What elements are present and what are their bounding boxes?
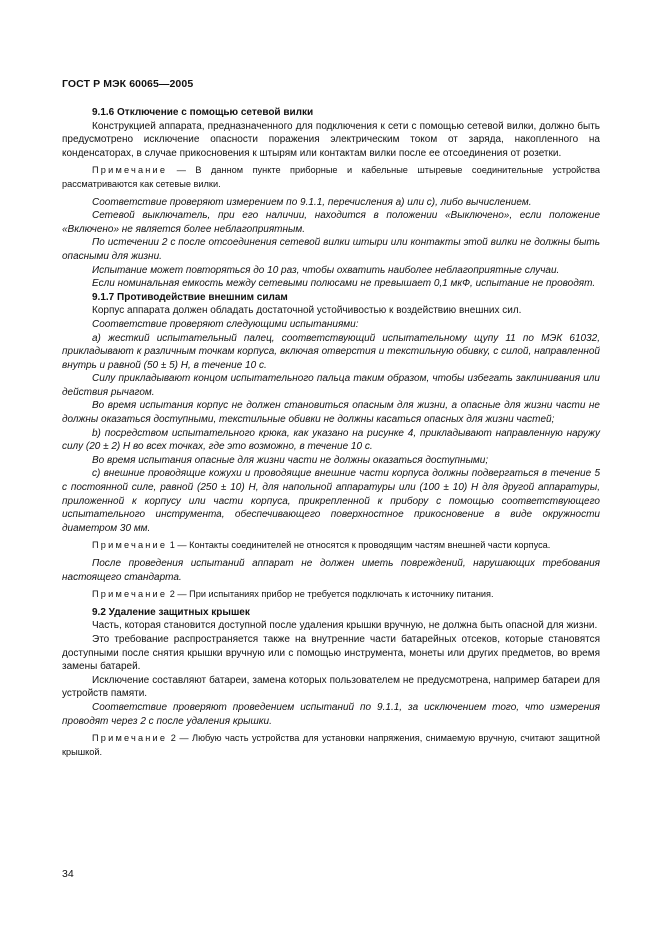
paragraph: Исключение составляют батареи, замена которых пользователем не предусмотрена, например батареи для устройств памяти. [62,674,600,700]
note-text: — В данном пункте приборные и кабельные штыревые соединительные устройства рассматриваются как сетевые вилки. [62,165,600,189]
note-label: Примечание [92,165,168,176]
italic-paragraph: Испытание может повторяться до 10 раз, чтобы охватить наиболее неблагоприятные случаи. [92,264,560,276]
italic-paragraph: Во время испытания корпус не должен становиться опасным для жизни, а опасные для жизни части не должны оказаться доступными, текстильные обивки не должны касаться опасных для жизни частей; [62,400,600,426]
section-heading: 9.2 Удаление защитных крышек [92,606,250,618]
italic-paragraph: Если номинальная емкость между сетевыми полюсами не превышает 0,1 мкФ, испытание не проводят. [92,278,596,290]
italic-paragraph: Силу прикладывают концом испытательного пальца таким образом, чтобы избегать заклинивания или действия рычагом. [62,373,600,398]
italic-paragraph: а) жесткий испытательный палец, соответствующий испытательному щупу 11 по МЭК 61032, прикладывают к различным точкам корпуса, включая отверстия и текстильную обивку, с силой, направленной внутрь и равной (50 ± 5) Н, в течение 10 с. [62,332,600,371]
note-text: 2 — Любую часть устройства для установки напряжения, снимаемую вручную, считают защитной крышкой. [62,733,601,757]
paragraph: Это требование распространяется также на внутренние части батарейных отсеков, которые становятся доступными после снятия крышки вручную или с помощью инструмента, монеты или других предметов, во время замены батарей. [62,633,600,673]
note-paragraph [62,732,600,759]
italic-paragraph: После проведения испытаний аппарат не должен иметь повреждений, нарушающих требования настоящего стандарта. [62,558,600,583]
italic-paragraph: Во время испытания опасные для жизни части не должны оказаться доступными; [92,454,489,466]
italic-paragraph: По истечении 2 с после отсоединения сетевой вилки штыри или контакты этой вилки не должны быть опасными для жизни. [62,237,600,262]
page-number: 34 [62,868,74,880]
section-heading: 9.1.7 Противодействие внешним силам [92,291,288,303]
italic-paragraph: с) внешние проводящие кожухи и проводящие внешние части корпуса должны подвергаться в течение 5 с постоянной силе, равной (250 ± 10) Н, для напольной аппаратуры или (100 ± 10) Н для другой аппаратуры, приложенной к корпусу или части корпуса, прикрепленной к прибору с помощью соответствующего испытательного инструмента, обеспечивающего поверхностное прикосновение в виде окружности диаметром 30 мм. [62,468,600,534]
paragraph: Корпус аппарата должен обладать достаточной устойчивостью к воздействию внешних сил. [92,305,522,317]
note-paragraph [62,164,600,191]
italic-paragraph: Соответствие проверяют измерением по 9.1.1, перечисления а) или с), либо вычислением. [92,196,532,208]
italic-paragraph: b) посредством испытательного крюка, как указано на рисунке 4, прикладывают направленную наружу силу (20 ± 2) Н во всех точках, где это возможно, в течение 10 с. [62,427,600,453]
italic-paragraph: Соответствие проверяют следующими испытаниями: [92,318,359,330]
document-header: ГОСТ Р МЭК 60065—2005 [62,78,194,90]
paragraph: Конструкцией аппарата, предназначенного для подключения к сети с помощью сетевой вилки, должно быть предусмотрено исключение опасности поражения электрическим током от заряда, накопленного на конденсаторах, в случае прикосновения к штырям или контактам вилки после ее отсоединения от розетки. [62,120,600,159]
italic-paragraph: Сетевой выключатель, при его наличии, находится в положении «Выключено», если положение «Включено» не является более неблагоприятным. [62,210,600,235]
note-paragraph [62,588,600,602]
note-paragraph [62,539,600,553]
document-body [62,106,600,763]
note-label: Примечание [92,589,168,600]
note-label: Примечание [92,540,168,551]
note-text: 2 — При испытаниях прибор не требуется подключать к источнику питания. [169,589,494,600]
note-text: 1 — Контакты соединителей не относятся к проводящим частям внешней части корпуса. [169,540,551,551]
italic-paragraph: Соответствие проверяют проведением испытаний по 9.1.1, за исключением того, что измерения проводят через 2 с после удаления крышки. [62,701,600,727]
section-heading: 9.1.6 Отключение с помощью сетевой вилки [92,107,314,118]
paragraph: Часть, которая становится доступной после удаления крышки вручную, не должна быть опасной для жизни. [92,620,598,632]
note-label: Примечание [92,733,168,744]
